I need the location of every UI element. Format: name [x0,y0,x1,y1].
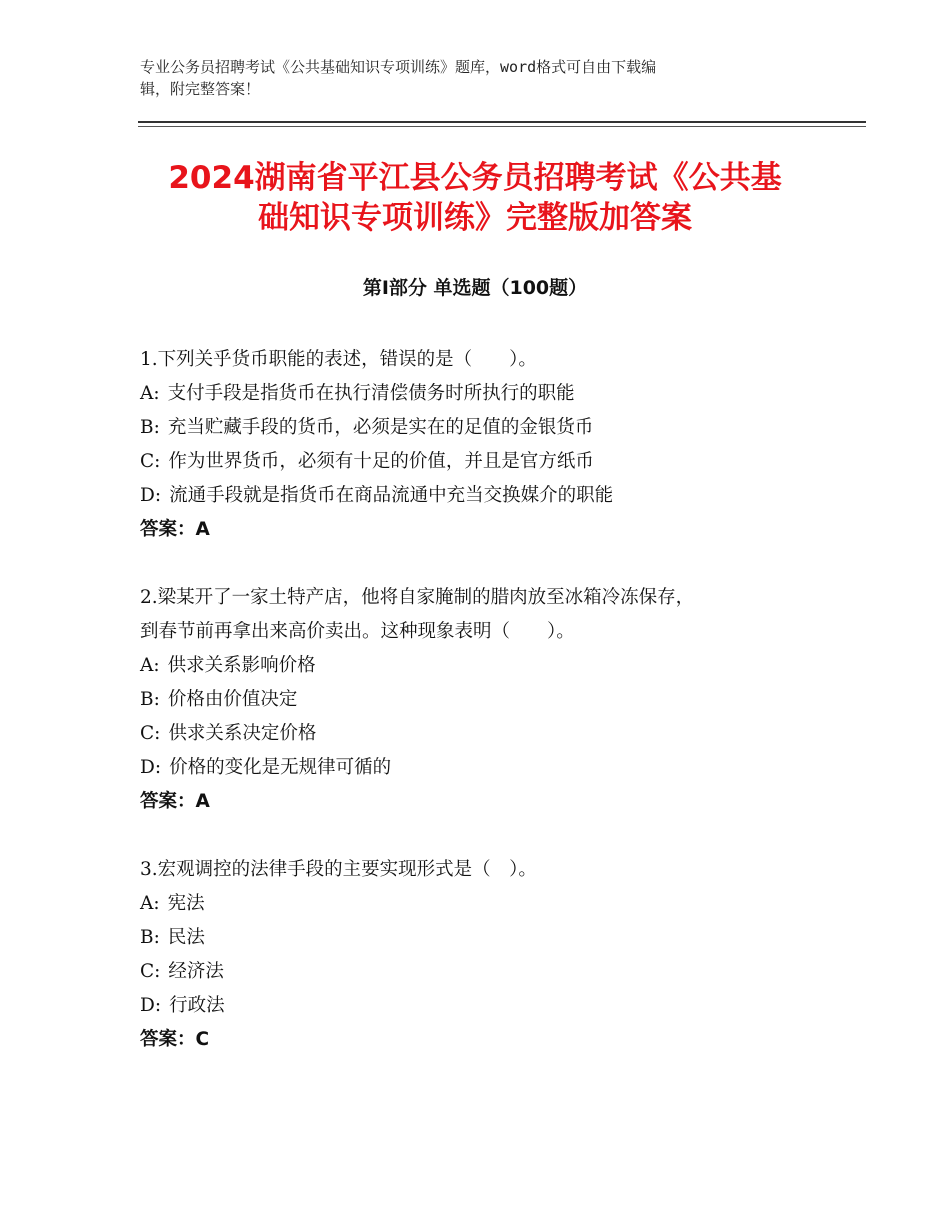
option-text: 经济法 [168,961,224,982]
option-text: 民法 [167,927,205,948]
question-2-option-b [140,683,820,717]
question-3-option-d [140,989,820,1023]
document-title [130,158,820,238]
question-3-option-a [140,887,820,921]
question-1-answer: 答案：A [140,519,210,540]
document-title-line-2: 础知识专项训练》完整版加答案 [258,200,692,236]
header-note-line-1: 专业公务员招聘考试《公共基础知识专项训练》题库，word格式可自由下载编 [140,58,657,76]
option-text: 作为世界货币，必须有十足的价值，并且是官方纸币 [168,451,594,472]
question-2-stem-line-2: 到春节前再拿出来高价卖出。这种现象表明（ ）。 [140,621,575,642]
question-1-stem: 1.下列关乎货币职能的表述，错误的是（ ）。 [140,349,537,370]
question-3-stem: 3.宏观调控的法律手段的主要实现形式是（ ）。 [140,859,537,880]
header-divider-thick [138,121,866,123]
header-note [140,56,800,100]
question-3-answer: 答案：C [140,1029,210,1050]
question-list [140,343,820,1091]
question-2 [140,581,820,819]
option-letter: D: [140,995,162,1016]
option-letter: B: [140,417,160,438]
option-text: 价格由价值决定 [167,689,298,710]
header-note-line-2: 辑，附完整答案！ [140,80,261,98]
question-3-option-c [140,955,820,989]
question-1-option-a [140,377,820,411]
option-text: 支付手段是指货币在执行清偿债务时所执行的职能 [167,383,575,404]
question-2-option-c [140,717,820,751]
option-text: 充当贮藏手段的货币，必须是实在的足值的金银货币 [167,417,594,438]
section-title: 第Ⅰ部分 单选题（100题） [362,277,588,299]
question-2-stem-line-1: 2.梁某开了一家土特产店，他将自家腌制的腊肉放至冰箱冷冻保存， [140,587,695,608]
option-letter: A: [140,383,160,404]
option-text: 宪法 [167,893,205,914]
document-title-line-1: 2024湖南省平江县公务员招聘考试《公共基 [168,160,782,196]
question-1-option-d [140,479,820,513]
question-2-option-a [140,649,820,683]
option-text: 供求关系决定价格 [168,723,317,744]
option-letter: D: [140,485,162,506]
option-text: 供求关系影响价格 [167,655,316,676]
question-1 [140,343,820,547]
option-text: 行政法 [169,995,225,1016]
question-2-answer: 答案：A [140,791,210,812]
option-text: 价格的变化是无规律可循的 [169,757,392,778]
question-2-option-d [140,751,820,785]
option-letter: C: [140,723,161,744]
option-letter: C: [140,451,161,472]
question-3-option-b [140,921,820,955]
question-1-option-c [140,445,820,479]
question-3 [140,853,820,1057]
question-1-option-b [140,411,820,445]
option-letter: C: [140,961,161,982]
header-divider-thin [138,126,866,127]
option-letter: B: [140,689,160,710]
option-letter: A: [140,893,160,914]
option-letter: D: [140,757,162,778]
option-letter: A: [140,655,160,676]
option-letter: B: [140,927,160,948]
option-text: 流通手段就是指货币在商品流通中充当交换媒介的职能 [169,485,614,506]
